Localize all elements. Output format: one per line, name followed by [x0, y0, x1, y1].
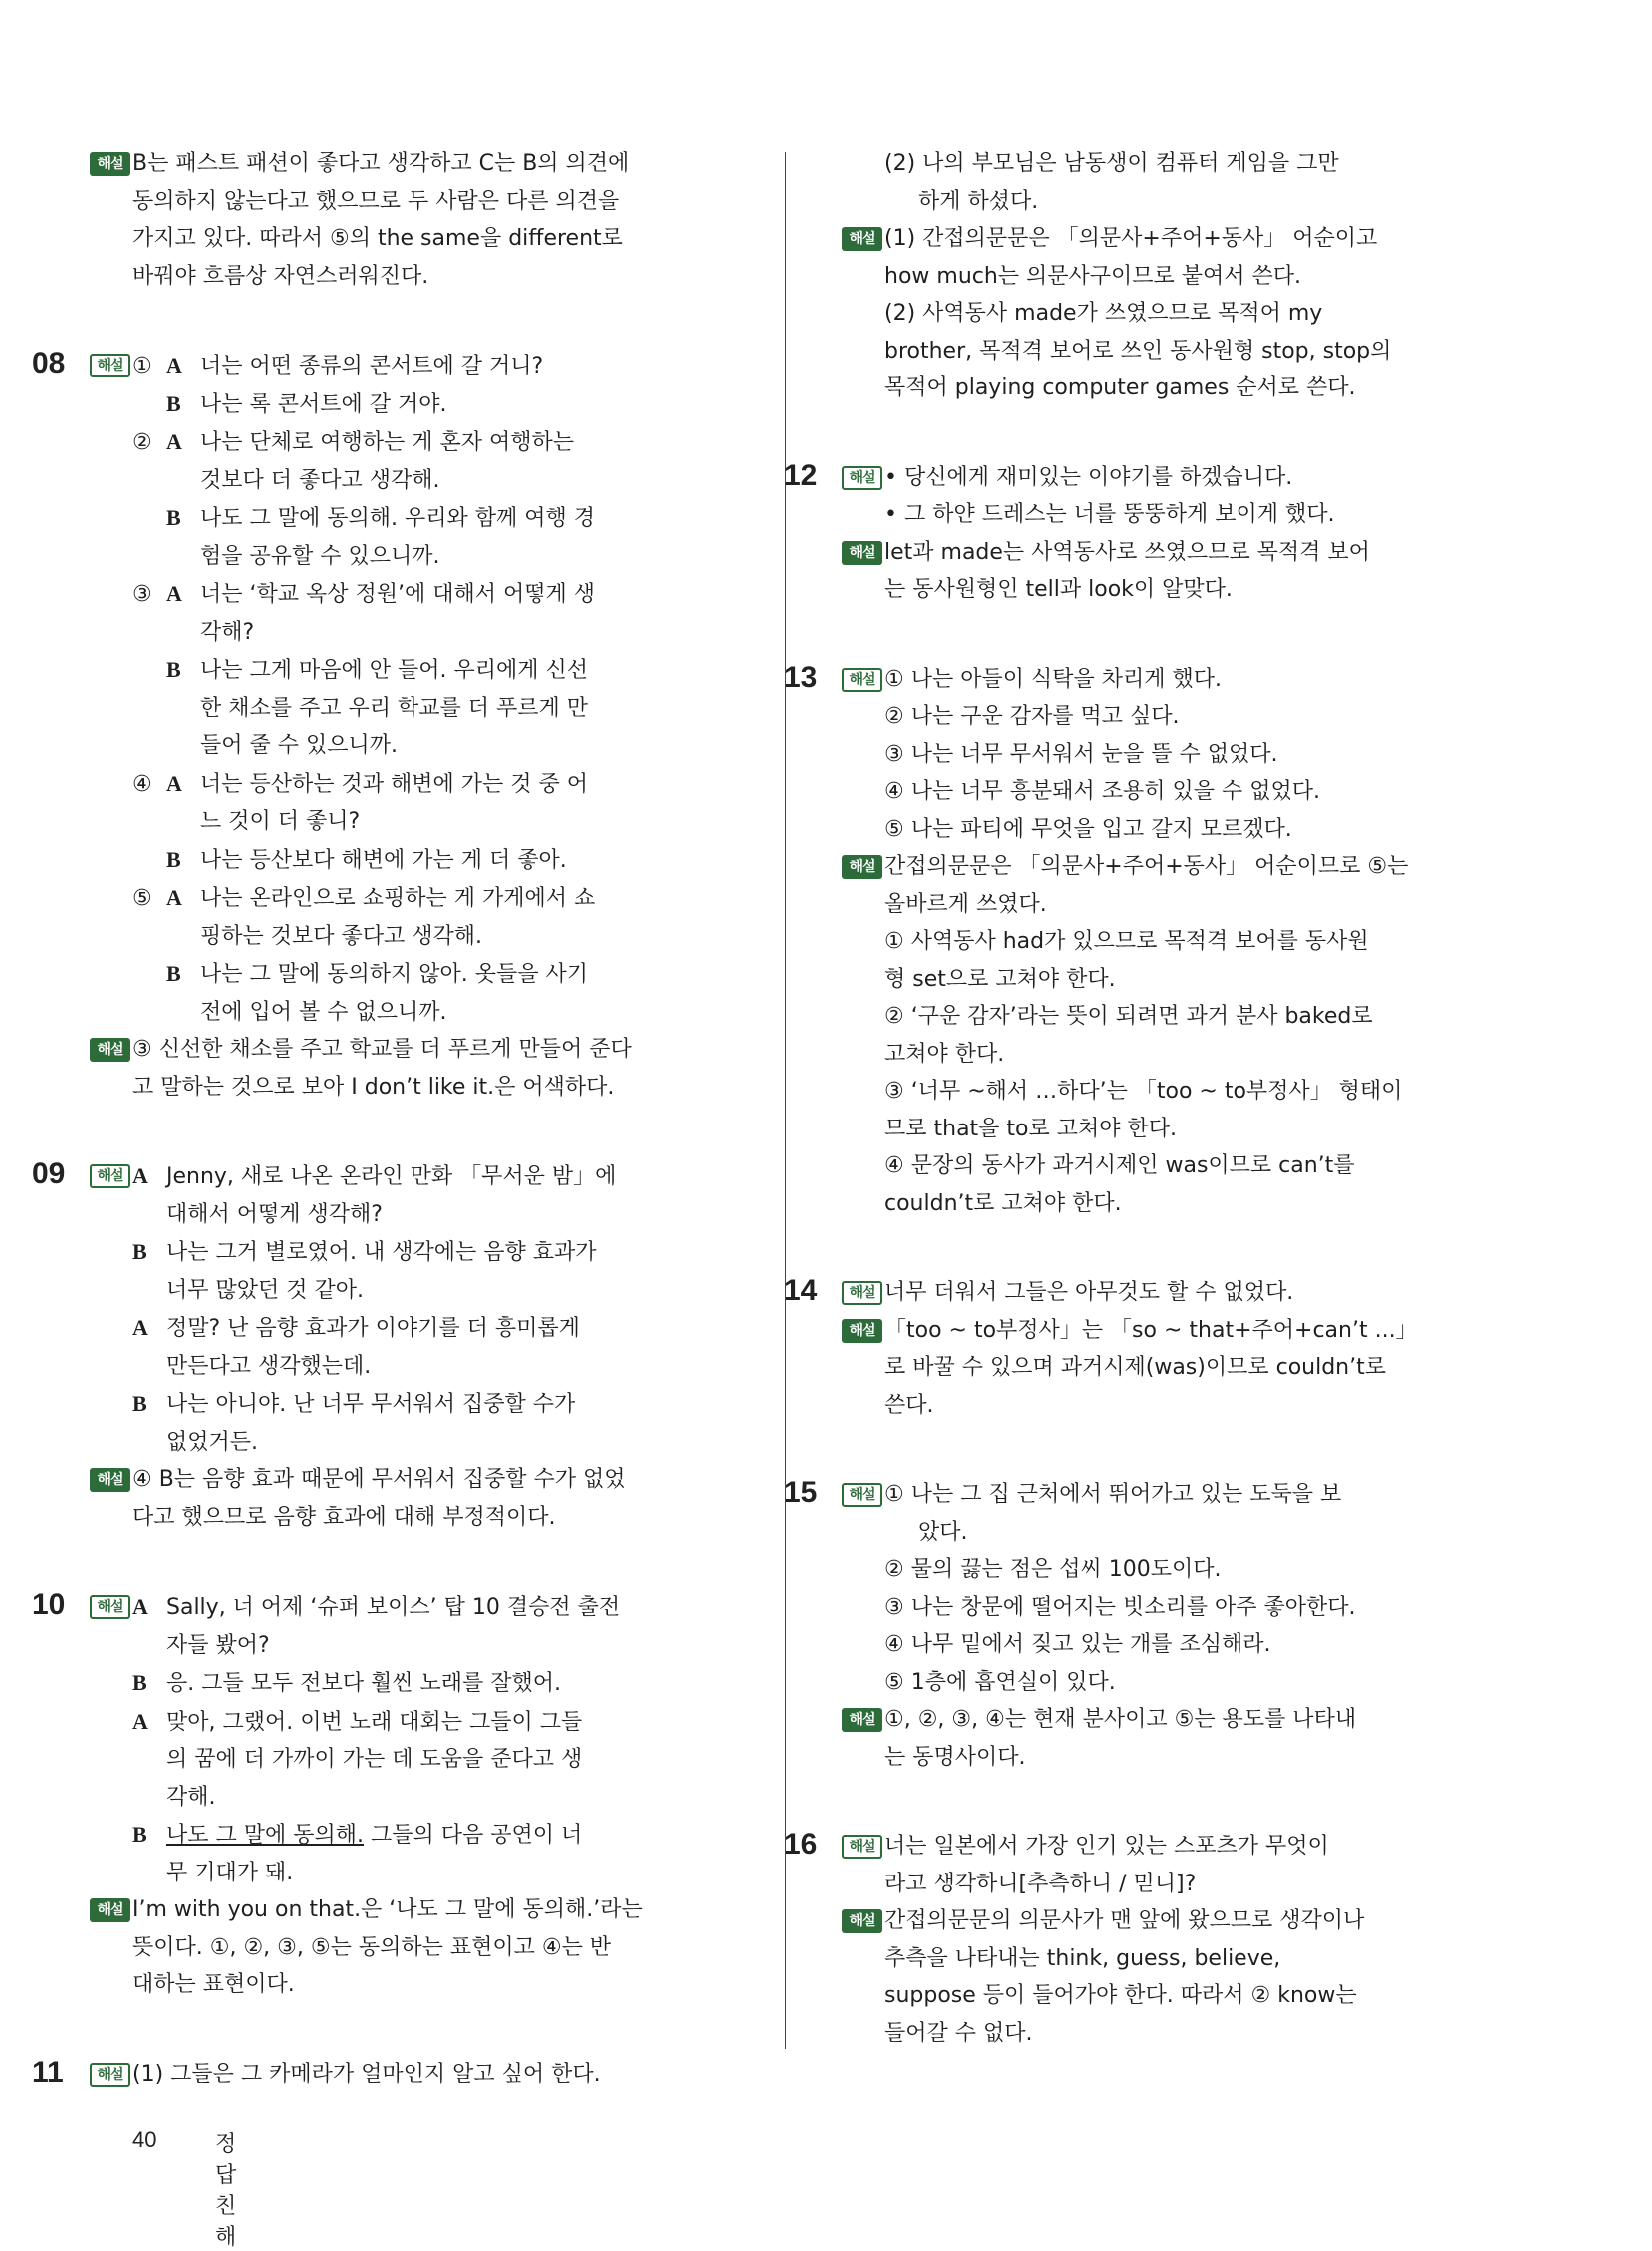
column-divider — [785, 152, 786, 2049]
underlined-phrase: 나도 그 말에 동의해. — [166, 1823, 364, 1848]
dialog-line: 없었거든. — [166, 1429, 259, 1455]
dialog-line: 대해서 어떻게 생각해? — [166, 1201, 383, 1227]
dialog-line: B 나는 록 콘서트에 갈 거야. — [166, 390, 447, 417]
explanation-line: 고쳐야 한다. — [884, 1041, 1005, 1067]
explanation-line: 해설 ③ 신선한 채소를 주고 학교를 더 푸르게 만들어 준다 — [132, 1031, 731, 1069]
question-number: 08 — [32, 347, 66, 379]
question-number: 11 — [32, 2055, 64, 2089]
dialog-line: 들어 줄 수 있으니까. — [200, 733, 398, 758]
dialog-line: 각해? — [200, 619, 255, 645]
question-10 — [32, 1588, 731, 2004]
dialog-line: B 나는 등산보다 해변에 가는 게 더 좋아. — [166, 846, 567, 873]
translation-line: 15 해설 ① 나는 그 집 근처에서 뛰어가고 있는 도둑을 보 — [884, 1476, 1438, 1514]
explanation-line: 해설 B는 패스트 패션이 좋다고 생각하고 C는 B의 의견에 — [132, 145, 731, 183]
explanation-badge: 해설 — [90, 1038, 130, 1062]
dialog-line: A 맞아, 그랬어. 이번 노래 대회는 그들이 그들 — [132, 1708, 583, 1735]
q07-explanation-block — [97, 145, 731, 295]
explanation-line: 목적어 playing computer games 순서로 쓴다. — [884, 375, 1356, 400]
explanation-line: suppose 등이 들어가야 한다. 따라서 ② know는 — [884, 1983, 1357, 2008]
dialog-line: 느 것이 더 좋니? — [200, 809, 361, 834]
translation-badge: 해설 — [90, 2063, 130, 2087]
translation-badge: 해설 — [90, 1164, 130, 1188]
explanation-badge: 해설 — [842, 1319, 882, 1343]
translation-badge: 해설 — [842, 668, 882, 692]
explanation-line: 동의하지 않는다고 했으므로 두 사람은 다른 의견을 — [132, 188, 620, 214]
explanation-line: 다고 했으므로 음향 효과에 대해 부정적이다. — [132, 1504, 556, 1530]
dialog-line: 너무 많았던 것 같아. — [166, 1277, 364, 1303]
translation-line: ⑤ 나는 파티에 무엇을 입고 갈지 모르겠다. — [884, 816, 1292, 842]
explanation-line: ① 사역동사 had가 있으므로 목적격 보어를 동사원 — [884, 929, 1369, 954]
translation-line: ② 물의 끓는 점은 섭씨 100도이다. — [884, 1557, 1222, 1582]
dialog-line: 각해. — [166, 1784, 216, 1810]
explanation-line: 해설 ④ B는 음향 효과 때문에 무서워서 집중할 수가 없었 — [132, 1461, 731, 1499]
explanation-line: 가지고 있다. 따라서 ⑤의 the same을 different로 — [132, 226, 623, 251]
translation-line: 았다. — [918, 1519, 968, 1545]
question-11-continued — [849, 145, 1438, 407]
dialog-line: 10 해설 A Sally, 너 어제 ‘슈퍼 보이스’ 탑 10 결승전 출전 — [132, 1588, 731, 1627]
left-column — [32, 145, 731, 2093]
explanation-line: 해설 (1) 간접의문문은 「의문사+주어+동사」 어순이고 — [884, 220, 1438, 258]
explanation-line: 고 말하는 것으로 보아 I don’t like it.은 어색하다. — [132, 1074, 615, 1100]
question-16 — [784, 1828, 1438, 2052]
explanation-line: couldn’t로 고쳐야 한다. — [884, 1190, 1122, 1216]
explanation-line: 해설 「too ~ to부정사」는 「so ~ that+주어+can’t ...」 — [884, 1312, 1438, 1350]
explanation-badge: 해설 — [842, 1708, 882, 1732]
translation-line: ⑤ 1층에 흡연실이 있다. — [884, 1669, 1116, 1695]
explanation-line: 해설 ①, ②, ③, ④는 현재 분사이고 ⑤는 용도를 나타내 — [884, 1701, 1438, 1739]
question-number: 12 — [784, 458, 818, 492]
translation-badge: 해설 — [90, 354, 130, 377]
explanation-badge: 해설 — [842, 541, 882, 565]
translation-line: 12 해설 • 당신에게 재미있는 이야기를 하겠습니다. — [884, 459, 1438, 497]
question-09 — [32, 1157, 731, 1536]
explanation-line: ④ 문장의 동사가 과거시제인 was이므로 can’t를 — [884, 1153, 1355, 1178]
explanation-line: 들어갈 수 없다. — [884, 2020, 1033, 2046]
translation-badge: 해설 — [90, 1595, 130, 1619]
explanation-line: 는 동사원형인 tell과 look이 알맞다. — [884, 577, 1233, 602]
dialog-line: ② A 나는 단체로 여행하는 게 혼자 여행하는 — [132, 429, 574, 455]
question-number: 10 — [32, 1588, 66, 1621]
explanation-line: 쓴다. — [884, 1392, 934, 1418]
question-number: 14 — [784, 1274, 818, 1307]
translation-line: ③ 나는 창문에 떨어지는 빗소리를 아주 좋아한다. — [884, 1594, 1356, 1620]
dialog-line: B 나는 그 말에 동의하지 않아. 옷들을 사기 — [166, 961, 588, 987]
question-08 — [32, 347, 731, 1106]
explanation-line: ③ ‘너무 ~해서 …하다’는 「too ~ to부정사」 형태이 — [884, 1079, 1403, 1104]
translation-line: 14 해설 너무 더워서 그들은 아무것도 할 수 없었다. — [884, 1274, 1438, 1312]
right-column — [784, 145, 1438, 2052]
dialog-line: B 나도 그 말에 동의해. 그들의 다음 공연이 너 — [132, 1822, 583, 1848]
dialog-line: A 정말? 난 음향 효과가 이야기를 더 흥미롭게 — [132, 1315, 580, 1341]
translation-badge: 해설 — [842, 466, 882, 490]
translation-badge: 해설 — [842, 1281, 882, 1305]
explanation-badge: 해설 — [842, 227, 882, 251]
question-11 — [32, 2055, 731, 2094]
dialog-line: 09 해설 A Jenny, 새로 나온 온라인 만화 「무서운 밤」에 — [132, 1157, 731, 1196]
translation-line: • 그 하얀 드레스는 너를 뚱뚱하게 보이게 했다. — [884, 502, 1335, 527]
dialog-line: ④ A 너는 등산하는 것과 해변에 가는 것 중 어 — [132, 770, 588, 797]
translation-line: 13 해설 ① 나는 아들이 식탁을 차리게 했다. — [884, 661, 1438, 699]
explanation-line: ② ‘구운 감자’라는 뜻이 되려면 과거 분사 baked로 — [884, 1004, 1373, 1029]
dialog-line: 것보다 더 좋다고 생각해. — [200, 467, 440, 493]
explanation-line: 해설 I’m with you on that.은 ‘나도 그 말에 동의해.’라는 — [132, 1891, 731, 1929]
explanation-badge: 해설 — [90, 152, 130, 176]
question-number: 13 — [784, 660, 818, 694]
question-12 — [784, 458, 1438, 609]
question-number: 16 — [784, 1828, 818, 1861]
explanation-line: 는 동명사이다. — [884, 1744, 1026, 1770]
question-13 — [784, 660, 1438, 1223]
question-15 — [784, 1476, 1438, 1776]
explanation-line: 해설 let과 made는 사역동사로 쓰였으므로 목적격 보어 — [884, 534, 1438, 572]
explanation-line: 올바르게 쓰였다. — [884, 891, 1047, 917]
dialog-line: 핑하는 것보다 좋다고 생각해. — [200, 923, 482, 949]
explanation-line: 해설 간접의문문은 「의문사+주어+동사」 어순이므로 ⑤는 — [884, 848, 1438, 886]
dialog-line: B 나도 그 말에 동의해. 우리와 함께 여행 경 — [166, 505, 595, 531]
dialog-line: 한 채소를 주고 우리 학교를 더 푸르게 만 — [200, 695, 588, 721]
question-14 — [784, 1274, 1438, 1424]
translation-line: (2) 나의 부모님은 남동생이 컴퓨터 게임을 그만 — [884, 151, 1339, 176]
dialog-line: ⑤ A 나는 온라인으로 쇼핑하는 게 가게에서 쇼 — [132, 885, 596, 911]
translation-line: ② 나는 구운 감자를 먹고 싶다. — [884, 704, 1180, 729]
explanation-line: 추측을 나타내는 think, guess, believe, — [884, 1945, 1281, 1971]
dialog-line: 만든다고 생각했는데. — [166, 1353, 372, 1379]
explanation-line: 형 set으로 고쳐야 한다. — [884, 966, 1116, 992]
explanation-badge: 해설 — [842, 1909, 882, 1933]
explanation-badge: 해설 — [90, 1898, 130, 1922]
section-title: 정답친해 — [215, 2132, 237, 2250]
dialog-line: 무 기대가 돼. — [166, 1860, 294, 1885]
explanation-badge: 해설 — [842, 855, 882, 879]
translation-line: ④ 나무 밑에서 짖고 있는 개를 조심해라. — [884, 1632, 1271, 1657]
translation-line: 라고 생각하니[추측하니 / 믿니]? — [884, 1871, 1197, 1896]
translation-line: 11 해설 (1) 그들은 그 카메라가 얼마인지 알고 싶어 한다. — [132, 2056, 731, 2094]
dialog-line: 험을 공유할 수 있으니까. — [200, 543, 440, 569]
translation-line: ③ 나는 너무 무서워서 눈을 뜰 수 없었다. — [884, 741, 1278, 767]
explanation-line: 므로 that을 to로 고쳐야 한다. — [884, 1116, 1177, 1141]
question-number: 09 — [32, 1157, 66, 1190]
dialog-line: 자들 봤어? — [166, 1632, 270, 1658]
dialog-line: 의 꿈에 더 가까이 가는 데 도움을 준다고 생 — [166, 1747, 583, 1772]
explanation-line: 바꿔야 흐름상 자연스러워진다. — [132, 263, 429, 289]
dialog-line: B 나는 그게 마음에 안 들어. 우리에게 신선 — [166, 657, 588, 683]
dialog-line: B 나는 그거 별로였어. 내 생각에는 음향 효과가 — [132, 1239, 597, 1265]
translation-line: ④ 나는 너무 흥분돼서 조용히 있을 수 없었다. — [884, 779, 1320, 804]
dialog-line: B 응. 그들 모두 전보다 훨씬 노래를 잘했어. — [132, 1670, 561, 1696]
dialog-line: 전에 입어 볼 수 없으니까. — [200, 999, 447, 1025]
dialog-line: B 나는 아니야. 난 너무 무서워서 집중할 수가 — [132, 1391, 576, 1417]
explanation-line: brother, 목적격 보어로 쓰인 동사원형 stop, stop의 — [884, 338, 1392, 364]
translation-badge: 해설 — [842, 1835, 882, 1859]
explanation-line: 뜻이다. ①, ②, ③, ⑤는 동의하는 표현이고 ④는 반 — [132, 1934, 612, 1960]
translation-badge: 해설 — [842, 1483, 882, 1507]
page-number: 40 — [132, 2127, 157, 2152]
question-number: 15 — [784, 1476, 818, 1509]
explanation-line: 대하는 표현이다. — [132, 1972, 295, 1997]
translation-line: 하게 하셨다. — [918, 188, 1039, 214]
explanation-line: 로 바꿀 수 있으며 과거시제(was)이므로 couldn’t로 — [884, 1355, 1386, 1380]
explanation-line: how much는 의문사구이므로 붙여서 쓴다. — [884, 263, 1302, 289]
translation-line: 16 해설 너는 일본에서 가장 인기 있는 스포츠가 무엇이 — [884, 1828, 1438, 1866]
explanation-line: 해설 간접의문문의 의문사가 맨 앞에 왔으므로 생각이나 — [884, 1902, 1438, 1940]
dialog-line: 08 해설 ① A 너는 어떤 종류의 콘서트에 갈 거니? — [132, 347, 731, 385]
explanation-line: (2) 사역동사 made가 쓰였으므로 목적어 my — [884, 301, 1323, 326]
explanation-badge: 해설 — [90, 1468, 130, 1492]
dialog-line: ③ A 너는 ‘학교 옥상 정원’에 대해서 어떻게 생 — [132, 581, 595, 607]
